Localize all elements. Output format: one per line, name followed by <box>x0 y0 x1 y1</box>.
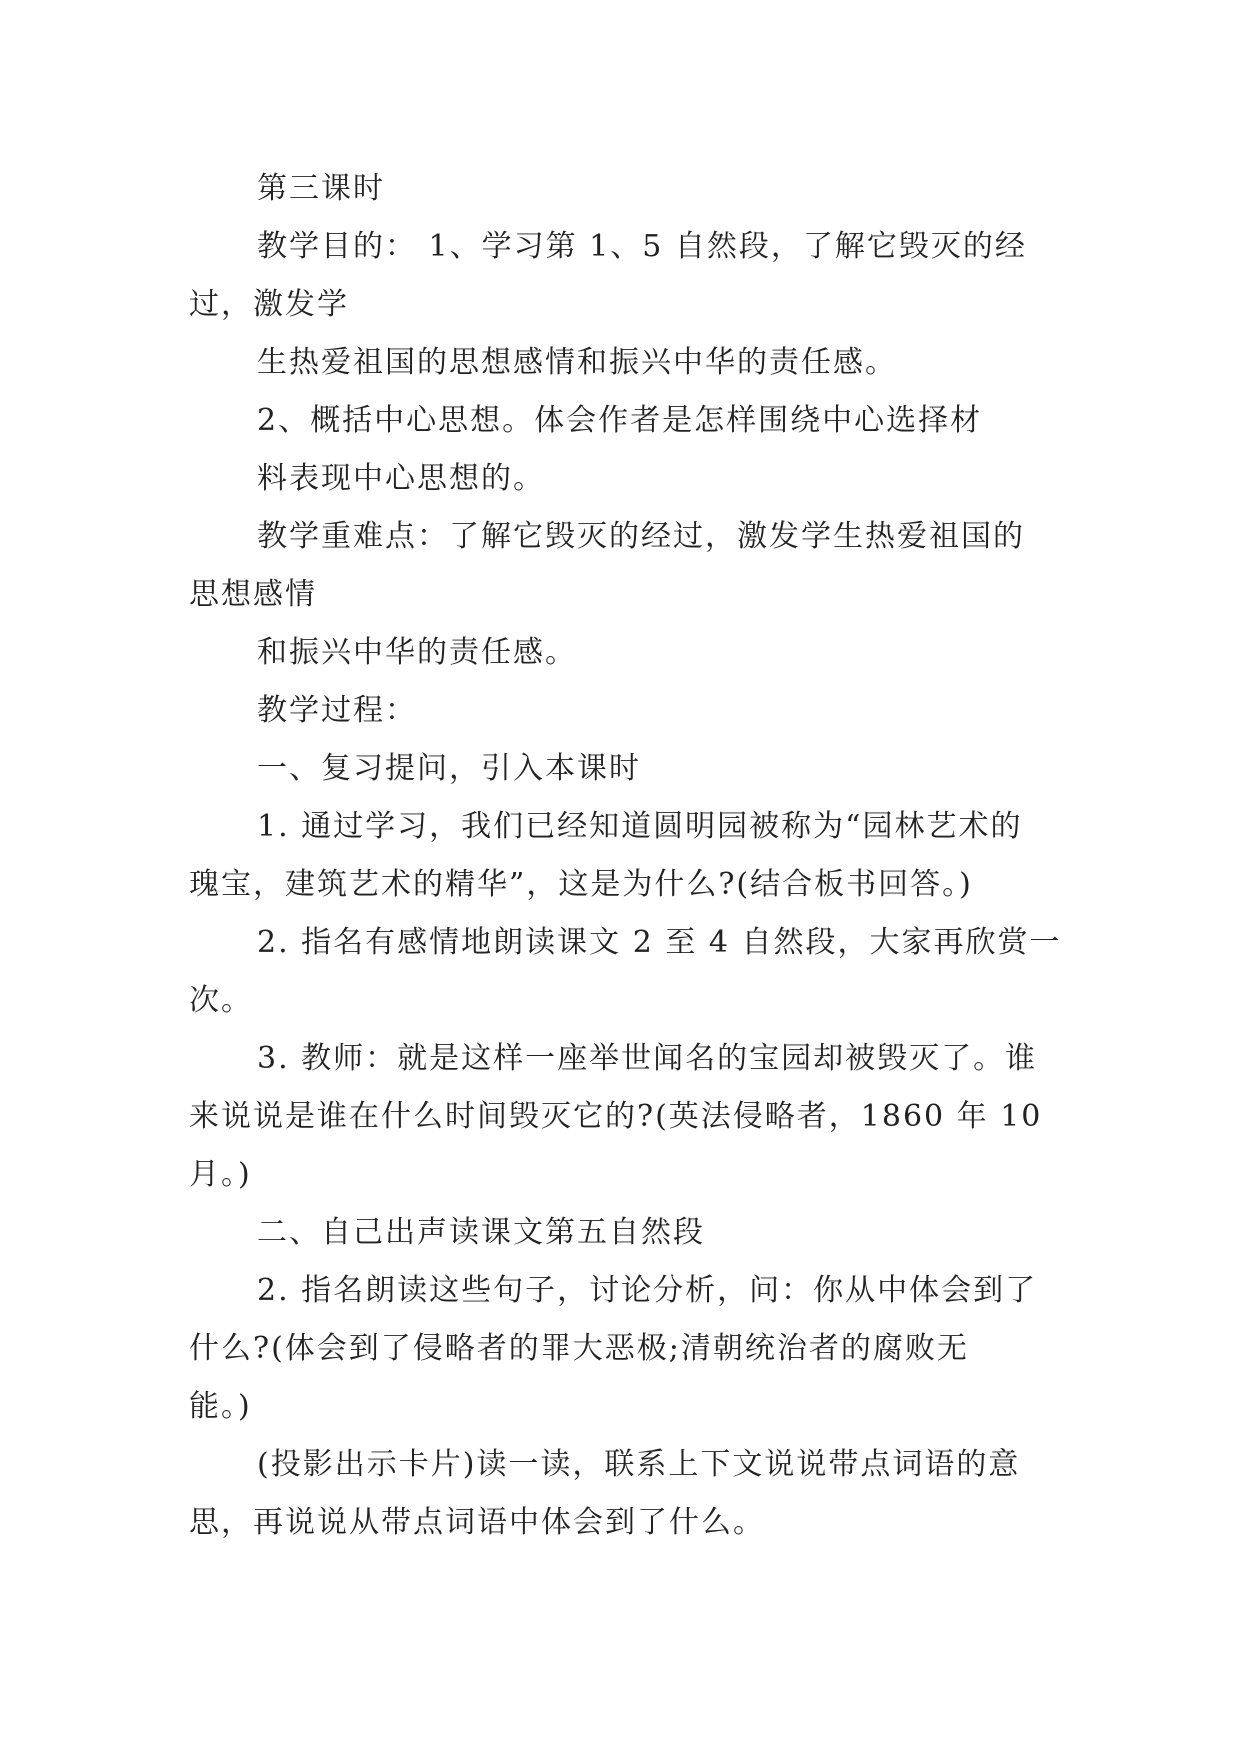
paragraph-line: 瑰宝，建筑艺术的精华”，这是为什么?(结合板书回答。) <box>189 867 973 902</box>
paragraph-line: (投影出示卡片)读一读，联系上下文说说带点词语的意 <box>257 1447 1021 1482</box>
section-heading: 二、自己出声读课文第五自然段 <box>257 1215 705 1250</box>
paragraph-line: 和振兴中华的责任感。 <box>257 635 577 670</box>
paragraph-line: 1. 通过学习，我们已经知道圆明园被称为“园林艺术的 <box>257 809 1023 844</box>
paragraph-line: 过，激发学 <box>189 287 349 322</box>
paragraph-line: 思想感情 <box>189 577 317 612</box>
paragraph-line: 什么?(体会到了侵略者的罪大恶极;清朝统治者的腐败无 <box>189 1331 969 1366</box>
paragraph-line: 3. 教师：就是这样一座举世闻名的宝园却被毁灭了。谁 <box>257 1041 1038 1076</box>
paragraph-line: 2、概括中心思想。体会作者是怎样围绕中心选择材 <box>257 403 983 438</box>
paragraph-line: 2. 指名有感情地朗读课文 2 至 4 自然段，大家再欣赏一 <box>257 925 1062 960</box>
paragraph-line: 教学重难点：了解它毁灭的经过，激发学生热爱祖国的 <box>257 519 1025 554</box>
paragraph-line: 月。) <box>189 1157 252 1192</box>
lesson-heading: 第三课时 <box>257 171 385 206</box>
paragraph-line: 思，再说说从带点词语中体会到了什么。 <box>189 1505 765 1540</box>
paragraph-line: 料表现中心思想的。 <box>257 461 545 496</box>
section-heading: 教学过程： <box>257 693 417 728</box>
section-heading: 一、复习提问，引入本课时 <box>257 751 641 786</box>
paragraph-line: 教学目的： 1、学习第 1、5 自然段，了解它毁灭的经 <box>257 229 1027 264</box>
paragraph-line: 来说说是谁在什么时间毁灭它的?(英法侵略者，1860 年 10 <box>189 1099 1043 1134</box>
paragraph-line: 次。 <box>189 983 253 1018</box>
paragraph-line: 2. 指名朗读这些句子，讨论分析，问：你从中体会到了 <box>257 1273 1038 1308</box>
paragraph-line: 生热爱祖国的思想感情和振兴中华的责任感。 <box>257 345 897 380</box>
paragraph-line: 能。) <box>189 1389 252 1424</box>
document-body <box>189 160 1062 1552</box>
